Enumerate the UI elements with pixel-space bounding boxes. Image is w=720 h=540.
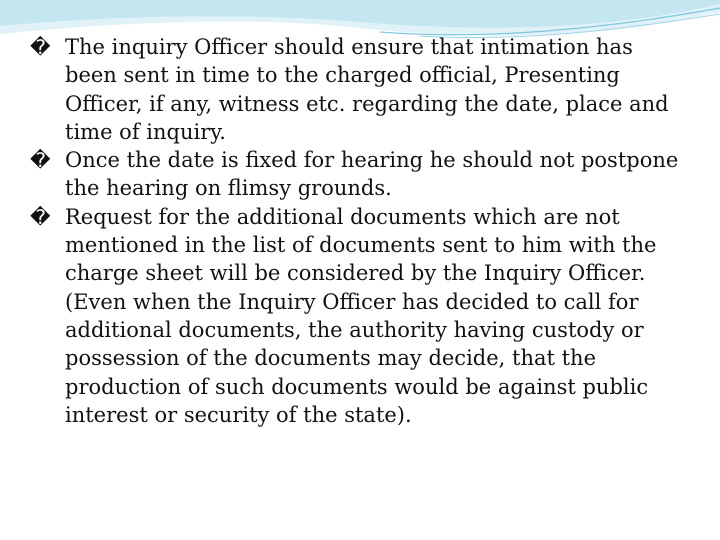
bullet-text: The inquiry Officer should ensure that intimation has been sent in time to the charged official, Presenting Officer, if any, witness etc. regarding the date, place and time of inquiry. xyxy=(65,35,669,144)
bullet-item xyxy=(30,203,690,429)
bullet-item xyxy=(30,33,690,146)
bullet-list xyxy=(30,33,690,429)
bullet-icon: � xyxy=(30,148,51,173)
bullet-text: Request for the additional documents which are not mentioned in the list of documents sent to him with the charge sheet will be considered by the Inquiry Officer. (Even when the Inquiry Officer has decided to call for additional documents, the authority having custody or possession of the documents may decide, that the production of such documents would be against public interest or security of the state). xyxy=(65,204,657,427)
bullet-item xyxy=(30,146,690,203)
bullet-icon: � xyxy=(30,35,51,59)
bullet-text: Once the date is fixed for hearing he should not postpone the hearing on flimsy grounds. xyxy=(65,148,679,201)
bullet-icon: � xyxy=(30,204,51,229)
